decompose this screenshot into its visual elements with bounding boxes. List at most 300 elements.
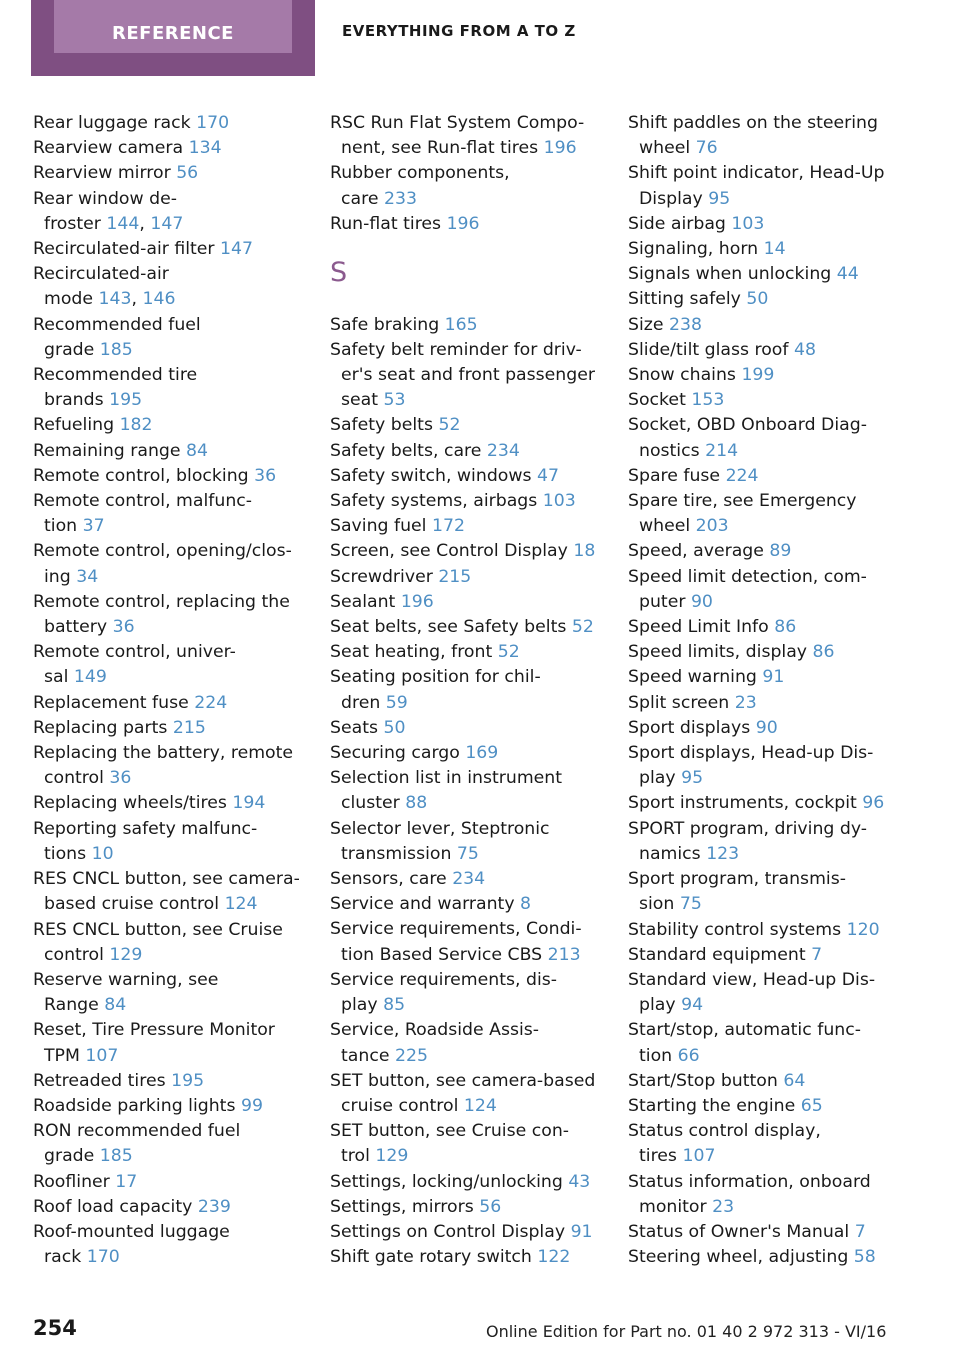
index-entry: [33, 439, 301, 464]
index-entry-text: monitor: [639, 1196, 707, 1217]
page-link[interactable]: 43: [568, 1171, 591, 1192]
index-entry-text: Signaling, horn: [628, 239, 759, 260]
index-entry-text: control: [44, 768, 104, 789]
index-entry-text: Safety belt reminder for driv-: [330, 339, 582, 360]
index-entry: [628, 237, 896, 262]
page-link[interactable]: 10: [91, 843, 114, 864]
page-link[interactable]: 64: [783, 1070, 806, 1091]
index-entry: [33, 590, 301, 640]
index-entry-text: SET button, see Cruise con-: [330, 1121, 570, 1142]
page-link[interactable]: 85: [383, 995, 406, 1016]
index-entry-text: battery: [44, 617, 108, 638]
page-link[interactable]: 89: [769, 541, 792, 562]
page-link[interactable]: 169: [465, 743, 499, 764]
index-entry-text: Side airbag: [628, 213, 726, 234]
index-entry-text: Rear window de-: [33, 188, 177, 209]
page-link[interactable]: 88: [405, 793, 428, 814]
page-link[interactable]: 238: [668, 314, 702, 335]
page-link[interactable]: 122: [537, 1247, 571, 1268]
page-link[interactable]: 185: [99, 339, 133, 360]
index-entry: [330, 514, 598, 539]
index-entry-text: Spare tire, see Emergency: [628, 491, 857, 512]
index-entry-text: Start/stop, automatic func-: [628, 1020, 861, 1041]
page-link[interactable]: 165: [444, 314, 478, 335]
index-entry: [628, 1069, 896, 1094]
index-entry-text: brands: [44, 390, 104, 411]
page-link[interactable]: 36: [254, 465, 277, 486]
index-entry-text: Sport displays: [628, 717, 751, 738]
page-link[interactable]: 47: [537, 465, 559, 486]
page-link[interactable]: 52: [497, 642, 520, 663]
index-entry-text: Sealant: [330, 591, 396, 612]
page-link[interactable]: 225: [394, 1045, 428, 1066]
index-entry-text: nent, see Run-flat tires: [341, 138, 539, 159]
page-link[interactable]: 56: [176, 163, 199, 184]
page-link[interactable]: 66: [677, 1045, 700, 1066]
index-entry: [628, 464, 896, 489]
page-number: 254: [33, 1316, 77, 1340]
page-link[interactable]: 90: [755, 717, 778, 738]
page-link[interactable]: 147: [220, 239, 254, 260]
index-entry: [628, 262, 896, 287]
index-entry: [330, 968, 598, 1018]
index-column-2: [330, 111, 598, 1270]
index-entry: [33, 968, 301, 1018]
index-entry-text: Remote control, replacing the: [33, 591, 290, 612]
page-link[interactable]: 36: [112, 617, 135, 638]
index-entry: [628, 968, 896, 1018]
page-link[interactable]: 84: [104, 995, 127, 1016]
page-link[interactable]: 134: [188, 138, 222, 159]
index-entry: [33, 363, 301, 413]
index-entry-text: Settings, mirrors: [330, 1196, 474, 1217]
index-entry: [628, 1220, 896, 1245]
index-entry: [330, 539, 598, 564]
index-entry-text: Sport instruments, cockpit: [628, 793, 857, 814]
index-entry-text: Speed, average: [628, 541, 764, 562]
index-entry-text: Replacement fuse: [33, 692, 189, 713]
index-entry: [628, 539, 896, 564]
index-entry-text: tance: [341, 1045, 390, 1066]
index-entry-text: Remote control, blocking: [33, 465, 249, 486]
index-entry: [330, 892, 598, 917]
index-entry-text: Rearview mirror: [33, 163, 171, 184]
index-entry-text: Recirculated-air filter: [33, 239, 215, 260]
index-entry-text: froster: [44, 213, 101, 234]
index-entry: [33, 313, 301, 363]
index-entry: [33, 741, 301, 791]
index-entry-text: Sport displays, Head-up Dis-: [628, 743, 874, 764]
page-link[interactable]: 124: [224, 894, 258, 915]
index-entry: [330, 161, 598, 211]
index-entry: [33, 1119, 301, 1169]
index-entry-text: Rear luggage rack: [33, 113, 191, 133]
page-link[interactable]: 103: [731, 213, 765, 234]
index-entry: [330, 640, 598, 665]
index-entry-text: Seating position for chil-: [330, 667, 541, 688]
page-link[interactable]: 50: [746, 289, 769, 310]
index-entry: [330, 817, 598, 867]
page-link[interactable]: 53: [383, 390, 406, 411]
index-entry: [628, 665, 896, 690]
index-entry: [330, 1018, 598, 1068]
page-link[interactable]: 146: [142, 289, 176, 310]
index-entry-text: Display: [639, 188, 703, 209]
index-entry: [628, 1018, 896, 1068]
page-link[interactable]: 86: [812, 642, 835, 663]
index-entry: [628, 716, 896, 741]
header-tab: [31, 0, 315, 76]
index-entry: [330, 590, 598, 615]
page-link[interactable]: 23: [734, 692, 757, 713]
index-entry-text: Screen, see Control Display: [330, 541, 568, 562]
index-entry: [330, 741, 598, 766]
index-entry-text: Replacing wheels/tires: [33, 793, 227, 814]
index-entry-text: Roofliner: [33, 1171, 110, 1192]
index-entry-text: er's seat and front passenger: [341, 365, 595, 386]
index-entry-text: Recirculated-air: [33, 264, 169, 285]
index-entry-text: sion: [639, 894, 675, 915]
page-link[interactable]: 95: [681, 768, 704, 789]
index-entry-text: RES CNCL button, see Cruise: [33, 919, 283, 940]
index-entry-text: Reset, Tire Pressure Monitor: [33, 1020, 275, 1041]
page-link[interactable]: 50: [383, 717, 406, 738]
page-link[interactable]: 23: [712, 1196, 735, 1217]
index-entry-text: Screwdriver: [330, 566, 433, 587]
page-link[interactable]: 194: [232, 793, 266, 814]
page-link[interactable]: 7: [811, 944, 823, 965]
index-entry: [330, 313, 598, 338]
index-entry-text: TPM: [44, 1045, 80, 1066]
page-link[interactable]: 18: [573, 541, 596, 562]
index-entry-text: dren: [341, 692, 381, 713]
index-entry: [330, 766, 598, 816]
page-link[interactable]: 91: [570, 1221, 593, 1242]
index-column-1: [33, 111, 301, 1270]
index-entry: [33, 237, 301, 262]
index-entry: [330, 1220, 598, 1245]
index-entry-text: Seat belts, see Safety belts: [330, 617, 567, 638]
page-link[interactable]: 17: [115, 1171, 138, 1192]
index-entry-text: Sensors, care: [330, 869, 447, 890]
index-entry: [628, 918, 896, 943]
page-link[interactable]: 195: [109, 390, 143, 411]
page-link[interactable]: 52: [571, 617, 594, 638]
page-link[interactable]: 143: [98, 289, 132, 310]
index-entry-text: Signals when unlocking: [628, 264, 832, 285]
index-entry-text: rack: [44, 1247, 82, 1268]
index-entry-text: care: [341, 188, 379, 209]
index-entry: Recirculated-air mode 143, 146: [33, 264, 176, 310]
index-entry: [628, 388, 896, 413]
page-link[interactable]: 96: [862, 793, 885, 814]
index-entry: [330, 867, 598, 892]
index-entry-text: tires: [639, 1146, 677, 1167]
page-link[interactable]: 149: [73, 667, 107, 688]
index-entry: [628, 741, 896, 791]
index-entry-text: wheel: [639, 516, 691, 537]
index-entry: [33, 791, 301, 816]
page-link[interactable]: 215: [438, 566, 472, 587]
page-link[interactable]: 34: [76, 566, 99, 587]
page-link[interactable]: 203: [695, 516, 729, 537]
index-entry-text: Selector lever, Steptronic: [330, 818, 550, 839]
index-entry-text: Status of Owner's Manual: [628, 1221, 850, 1242]
index-entry-text: puter: [639, 591, 686, 612]
index-entry-text: Split screen: [628, 692, 730, 713]
page-link[interactable]: 213: [547, 944, 581, 965]
index-entry: [33, 817, 301, 867]
index-entry: [330, 464, 598, 489]
index-entry-text: Stability control systems: [628, 919, 842, 940]
index-entry: [33, 1018, 301, 1068]
page-link[interactable]: 239: [197, 1196, 231, 1217]
index-entry-text: Saving fuel: [330, 516, 427, 537]
index-entry-text: Range: [44, 995, 99, 1016]
index-entry-text: play: [341, 995, 378, 1016]
page-link[interactable]: 94: [681, 995, 704, 1016]
page-link[interactable]: 215: [172, 717, 206, 738]
page-link[interactable]: 196: [543, 138, 577, 159]
page-link[interactable]: 52: [438, 415, 461, 436]
index-entry-text: Speed warning: [628, 667, 757, 688]
index-entry-text: Shift point indicator, Head-Up: [628, 163, 885, 184]
index-entry: [33, 161, 301, 186]
index-entry-text: Remaining range: [33, 440, 181, 461]
index-entry-text: seat: [341, 390, 379, 411]
index-entry-text: RSC Run Flat System Compo-: [330, 113, 585, 133]
index-entry-text: tion: [639, 1045, 673, 1066]
index-entry: [330, 413, 598, 438]
page-link[interactable]: 76: [695, 138, 718, 159]
page-link[interactable]: 56: [479, 1196, 502, 1217]
page-link[interactable]: 147: [150, 213, 184, 234]
page-link[interactable]: 86: [774, 617, 797, 638]
page-link[interactable]: 234: [486, 440, 520, 461]
index-entry-text: RES CNCL button, see camera-: [33, 869, 300, 890]
index-entry: [33, 1094, 301, 1119]
index-entry: [628, 1170, 896, 1220]
index-entry: [33, 691, 301, 716]
index-entry: [628, 640, 896, 665]
index-entry: [628, 212, 896, 237]
page-link[interactable]: 65: [800, 1095, 823, 1116]
index-entry: [330, 1119, 598, 1169]
index-entry-text: trol: [341, 1146, 370, 1167]
index-entry: [628, 111, 896, 161]
page-link[interactable]: 234: [452, 869, 486, 890]
section-title: EVERYTHING FROM A TO Z: [342, 22, 576, 40]
index-entry: [33, 1195, 301, 1220]
index-entry-text: Settings on Control Display: [330, 1221, 566, 1242]
page-link[interactable]: 36: [109, 768, 132, 789]
index-entry-text: SET button, see camera-based: [330, 1070, 596, 1091]
index-entry-text: Selection list in instrument: [330, 768, 563, 789]
index-entry: [330, 1170, 598, 1195]
index-entry: [330, 716, 598, 741]
index-entry-text: Spare fuse: [628, 465, 721, 486]
index-entry-text: ing: [44, 566, 71, 587]
index-entry-text: play: [639, 768, 676, 789]
page-link[interactable]: 14: [763, 239, 786, 260]
index-entry-text: tions: [44, 843, 87, 864]
index-entry-text: Safety switch, windows: [330, 465, 532, 486]
index-entry-text: nostics: [639, 440, 700, 461]
index-entry-text: Sport program, transmis-: [628, 869, 846, 890]
index-entry-text: Replacing parts: [33, 717, 168, 738]
page-link[interactable]: 199: [741, 365, 775, 386]
index-entry: [330, 1195, 598, 1220]
page-link[interactable]: 75: [456, 843, 479, 864]
page-link[interactable]: 129: [109, 944, 143, 965]
index-entry-text: Shift paddles on the steering: [628, 113, 878, 133]
page-link[interactable]: 7: [854, 1221, 866, 1242]
index-entry-text: Remote control, malfunc-: [33, 491, 253, 512]
header-tab-label: REFERENCE: [54, 0, 292, 53]
index-entry-text: Safety belts: [330, 415, 433, 436]
page-link[interactable]: 196: [446, 213, 480, 234]
page-link[interactable]: 185: [99, 1146, 133, 1167]
index-entry-text: RON recommended fuel: [33, 1121, 241, 1142]
index-entry-text: Refueling: [33, 415, 115, 436]
page-link[interactable]: 233: [383, 188, 417, 209]
index-entry-text: Seat heating, front: [330, 642, 493, 663]
index-entry-text: cluster: [341, 793, 400, 814]
index-entry-text: Status information, onboard: [628, 1171, 871, 1192]
page-link[interactable]: 75: [679, 894, 702, 915]
page-link[interactable]: 58: [853, 1247, 876, 1268]
index-entry-text: Service and warranty: [330, 894, 515, 915]
index-entry-text: Status control display,: [628, 1121, 821, 1142]
index-entry: [330, 917, 598, 967]
page-link[interactable]: 170: [196, 113, 230, 133]
page-link[interactable]: 172: [431, 516, 465, 537]
index-entry: [33, 413, 301, 438]
page-link[interactable]: 84: [186, 440, 209, 461]
index-entry-text: based cruise control: [44, 894, 220, 915]
index-entry: [33, 136, 301, 161]
index-entry-text: Run-flat tires: [330, 213, 442, 234]
index-entry-text: Speed Limit Info: [628, 617, 769, 638]
page-link[interactable]: 144: [106, 213, 140, 234]
index-entry-text: Snow chains: [628, 365, 736, 386]
index-entry: [330, 489, 598, 514]
index-entry-text: Speed limits, display: [628, 642, 808, 663]
index-entry-text: Recommended fuel: [33, 314, 201, 335]
index-entry-text: Start/Stop button: [628, 1070, 778, 1091]
page-link[interactable]: 37: [82, 516, 105, 537]
index-entry-text: Standard equipment: [628, 944, 806, 965]
page-link[interactable]: 123: [706, 843, 740, 864]
index-entry-text: Roof load capacity: [33, 1196, 193, 1217]
index-entry: [628, 1119, 896, 1169]
index-entry: [628, 565, 896, 615]
index-entry: [330, 1069, 598, 1119]
index-entry: [628, 161, 896, 211]
page-link[interactable]: 90: [690, 591, 713, 612]
index-entry: [628, 791, 896, 816]
index-entry-text: tion: [44, 516, 78, 537]
index-entry-text: Safety belts, care: [330, 440, 482, 461]
index-entry-text: wheel: [639, 138, 691, 159]
page-link[interactable]: 103: [542, 491, 576, 512]
index-entry: [33, 867, 301, 917]
index-entry: [33, 918, 301, 968]
index-entry: [628, 489, 896, 539]
index-entry-text: Replacing the battery, remote: [33, 743, 294, 764]
page-link[interactable]: 95: [708, 188, 731, 209]
page-link[interactable]: 170: [86, 1247, 120, 1268]
index-entry: [33, 716, 301, 741]
page-link[interactable]: 224: [725, 465, 759, 486]
index-entry-text: Safe braking: [330, 314, 440, 335]
index-entry-text: Rubber components,: [330, 163, 510, 184]
page-link[interactable]: 153: [691, 390, 725, 411]
page-link[interactable]: 129: [375, 1146, 409, 1167]
index-entry-text: Service requirements, dis-: [330, 969, 557, 990]
index-entry: [628, 363, 896, 388]
index-entry-text: play: [639, 995, 676, 1016]
index-entry: [33, 539, 301, 589]
page-link[interactable]: 224: [194, 692, 228, 713]
index-entry: Rear window de- froster 144, 147: [33, 188, 184, 234]
index-entry-text: Securing cargo: [330, 743, 460, 764]
page-link[interactable]: 8: [520, 894, 532, 915]
page-link[interactable]: 196: [400, 591, 434, 612]
index-entry: [628, 691, 896, 716]
index-entry: [33, 1069, 301, 1094]
page-link[interactable]: 195: [171, 1070, 205, 1091]
index-entry: [33, 489, 301, 539]
page-link[interactable]: 91: [762, 667, 785, 688]
page-link[interactable]: 99: [240, 1095, 263, 1116]
index-entry-text: Speed limit detection, com-: [628, 566, 867, 587]
index-entry-text: Standard view, Head-up Dis-: [628, 969, 876, 990]
index-entry-text: Remote control, opening/clos-: [33, 541, 292, 562]
index-entry: [628, 313, 896, 338]
page-link[interactable]: 124: [463, 1095, 497, 1116]
index-entry: [330, 665, 598, 715]
index-entry: [628, 1094, 896, 1119]
page-link[interactable]: 44: [836, 264, 859, 285]
index-entry: [628, 413, 896, 463]
index-entry: [628, 867, 896, 917]
index-entry: [628, 1245, 896, 1270]
index-entry-text: Sitting safely: [628, 289, 741, 310]
index-entry: [330, 338, 598, 414]
index-entry: [33, 1170, 301, 1195]
page-link[interactable]: 59: [385, 692, 408, 713]
index-entry-text: control: [44, 944, 104, 965]
index-entry-text: Socket: [628, 390, 686, 411]
index-entry: [628, 338, 896, 363]
index-entry-text: Roof-mounted luggage: [33, 1221, 230, 1242]
page-link[interactable]: 214: [705, 440, 739, 461]
index-entry: [33, 1220, 301, 1270]
index-entry: [33, 111, 301, 136]
page-link[interactable]: 107: [85, 1045, 119, 1066]
page-link[interactable]: 120: [846, 919, 880, 940]
index-entry-text: Size: [628, 314, 664, 335]
index-entry: [628, 287, 896, 312]
page-link[interactable]: 182: [119, 415, 153, 436]
page-link[interactable]: 48: [793, 339, 816, 360]
index-entry-text: Service requirements, Condi-: [330, 919, 582, 940]
index-entry-text: transmission: [341, 843, 452, 864]
page-link[interactable]: 107: [682, 1146, 716, 1167]
index-entry: [33, 464, 301, 489]
index-entry-text: Settings, locking/unlocking: [330, 1171, 563, 1192]
